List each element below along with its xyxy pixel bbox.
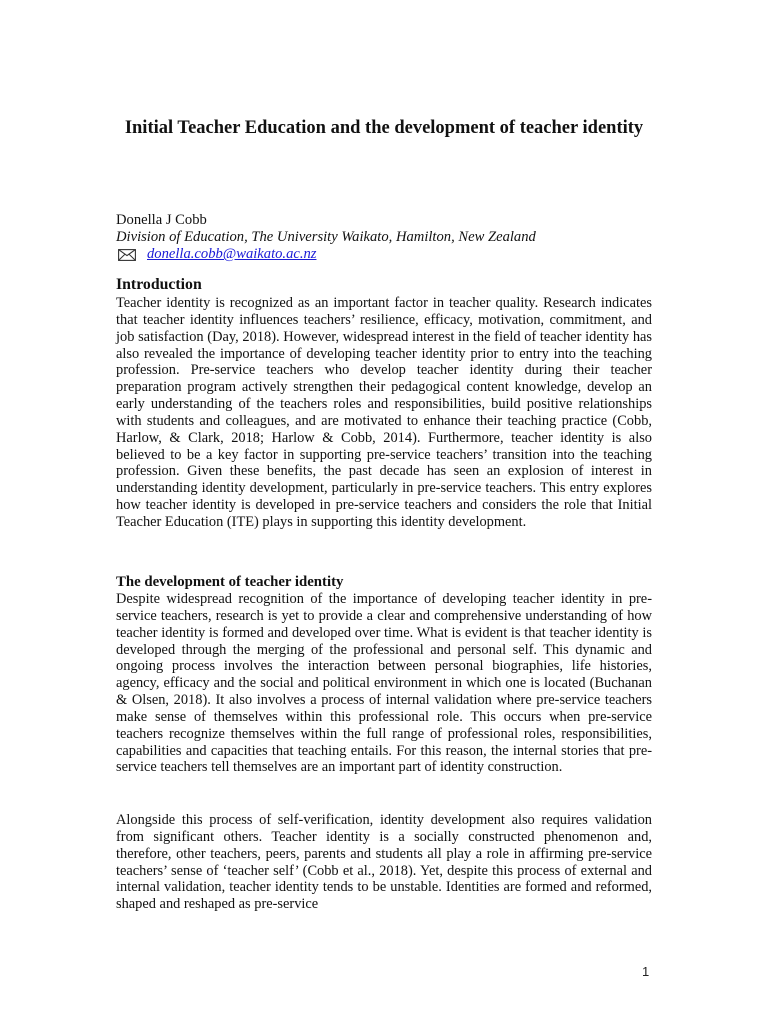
author-block <box>116 212 656 263</box>
author-email-link[interactable]: donella.cobb@waikato.ac.nz <box>147 246 317 262</box>
author-email-line <box>116 246 656 263</box>
page-number: 1 <box>642 964 650 979</box>
author-affiliation: Division of Education, The University Waikato, Hamilton, New Zealand <box>116 229 536 245</box>
paragraph: Despite widespread recognition of the importance of developing teacher identity in pre-service teachers, research is yet to provide a clear and comprehensive understanding of how teacher identity is formed and developed over time. What is evident is that teacher identity is developed through the merging of the professional and personal self. This dynamic and ongoing process involves the interaction between personal biographies, life histories, agency, efficacy and the social and political environment in which one is located (Buchanan & Olsen, 2018). It also involves a process of internal validation where pre-service teachers make sense of themselves within this professional role. This occurs when pre-service teachers recognize themselves within the full range of professional roles, responsibilities, capabilities and capacities that teaching entails. For this reason, the internal stories that pre-service teachers tell themselves are an important part of identity construction. <box>116 591 652 776</box>
paragraph: Alongside this process of self-verification, identity development also requires validation from significant others. Teacher identity is a socially constructed phenomenon and, therefore, other teachers, peers, parents and students all play a role in affirming pre-service teachers’ sense of ‘teacher self’ (Cobb et al., 2018). Yet, despite this process of external and internal validation, teacher identity tends to be unstable. Identities are formed and reformed, shaped and reshaped as pre-service <box>116 812 652 913</box>
paper-title: Initial Teacher Education and the development of teacher identity <box>124 118 644 138</box>
paragraph: Teacher identity is recognized as an important factor in teacher quality. Research indicates that teacher identity influences teachers’ resilience, efficacy, motivation, commitment, and job satisfaction (Day, 2018). However, widespread interest in the field of teacher identity has also revealed the importance of developing teacher identity prior to entry into the teaching profession. Pre-service teachers who develop teacher identity during their teacher preparation program actively strengthen their pedagogical content knowledge, develop an early understanding of the teachers roles and responsibilities, build positive relationships with students and colleagues, and are motivated to enhance their teaching practice (Cobb, Harlow, & Clark, 2018; Harlow & Cobb, 2014). Furthermore, teacher identity is also believed to be a key factor in supporting pre-service teachers’ transition into the teaching profession. Given these benefits, the past decade has seen an explosion of interest in understanding identity development, particularly in pre-service teachers. This entry explores how teacher identity is developed in pre-service teachers and considers the role that Initial Teacher Education (ITE) plays in supporting this identity development. <box>116 295 652 530</box>
section-heading-introduction: Introduction <box>116 276 202 293</box>
author-name: Donella J Cobb <box>116 212 207 228</box>
section-heading-development: The development of teacher identity <box>116 574 344 590</box>
envelope-icon <box>118 249 136 261</box>
